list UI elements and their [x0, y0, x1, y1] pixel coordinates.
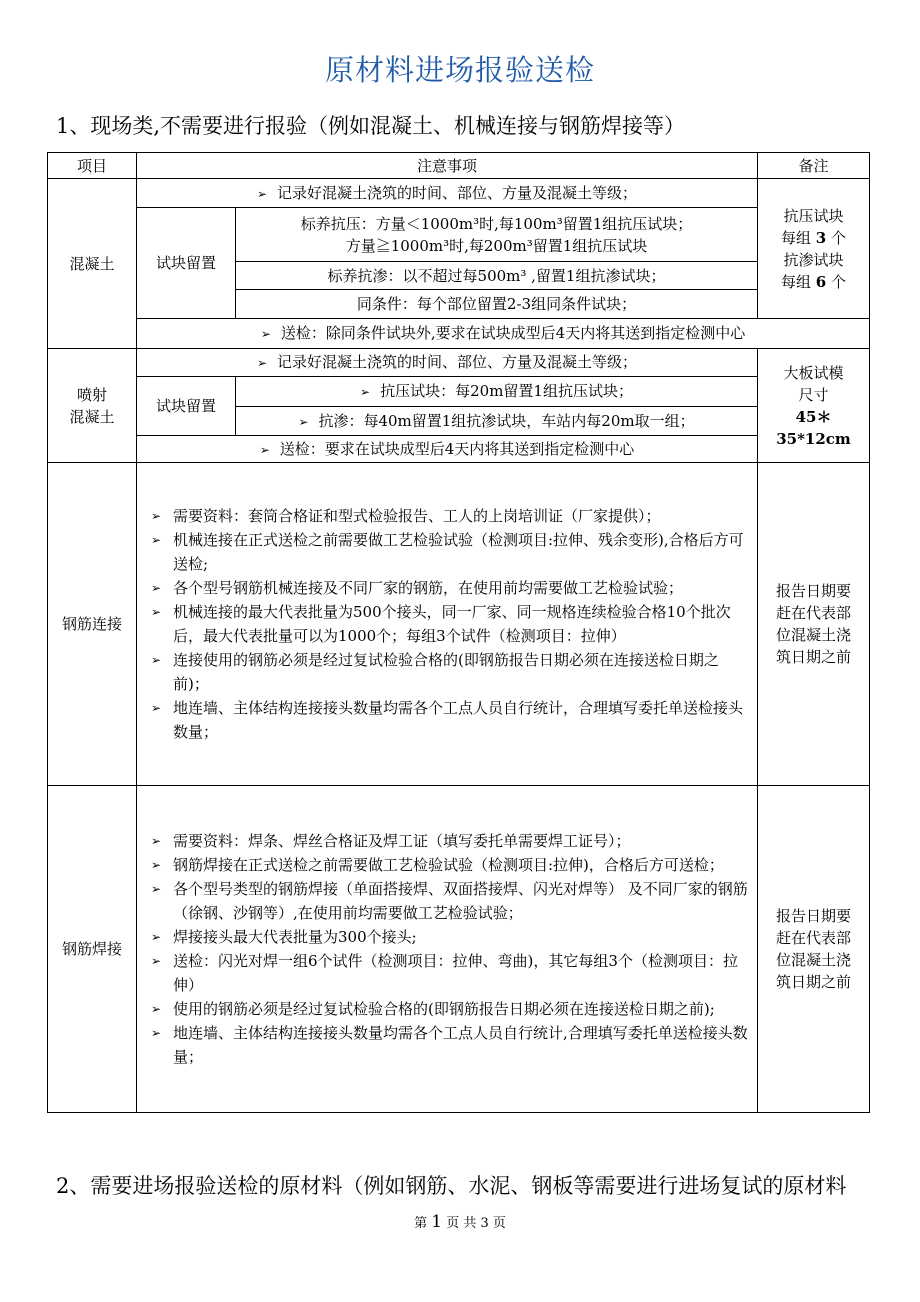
list-item: ➢ 需要资料：焊条、焊丝合格证及焊工证（填写委托单需要焊工证号）； [145, 829, 753, 853]
concrete-record: ➢ 记录好混凝土浇筑的时间、部位、方量及混凝土等级； [137, 179, 758, 208]
concrete-block-label: 试块留置 [137, 208, 236, 319]
weld-remark: 报告日期要 赶在代表部 位混凝土浇 筑日期之前 [758, 786, 870, 1113]
shotcrete-block-label: 试块留置 [137, 377, 236, 436]
table-row [48, 179, 870, 208]
list-item: ➢ 地连墙、主体结构连接接头数量均需各个工点人员自行统计，合理填写委托单送检接头数量； [145, 696, 753, 744]
page-footer: 第 1 页 共 3 页 [414, 1212, 506, 1232]
section-2-heading: 2、需要进场报验送检的原材料（例如钢筋、水泥、钢板等需要进行进场复试的原材料 [56, 1174, 847, 1198]
shotcrete-name: 喷射 混凝土 [48, 349, 137, 463]
arrow-bullet-icon [298, 412, 318, 430]
concrete-block-seepage: 标养抗渗：以不超过每500m³ ,留置1组抗渗试块； [236, 262, 758, 290]
shotcrete-record: ➢ 记录好混凝土浇筑的时间、部位、方量及混凝土等级； [137, 349, 758, 377]
shotcrete-remark: 大板试模 尺寸 45＊35*12cm [758, 349, 870, 463]
list-item: ➢ 各个型号类型的钢筋焊接（单面搭接焊、双面搭接焊、闪光对焊等） 及不同厂家的钢筋（徐钢、沙钢等）,在使用前均需要做工艺检验试验； [145, 877, 753, 925]
list-item: ➢ 需要资料：套筒合格证和型式检验报告、工人的上岗培训证（厂家提供）； [145, 504, 753, 528]
mech-remark: 报告日期要 赶在代表部 位混凝土浇 筑日期之前 [758, 463, 870, 786]
arrow-bullet-icon [261, 324, 281, 342]
concrete-send: ➢ 送检：除同条件试块外,要求在试块成型后4天内将其送到指定检测中心 [137, 319, 870, 349]
section-1-heading: 1、现场类,不需要进行报验（例如混凝土、机械连接与钢筋焊接等） [56, 114, 686, 138]
header-item: 项目 [48, 153, 137, 179]
shotcrete-send: ➢ 送检：要求在试块成型后4天内将其送到指定检测中心 [137, 436, 758, 463]
header-remark: 备注 [758, 153, 870, 179]
weld-notes [137, 786, 758, 1113]
table-row [48, 349, 870, 377]
arrow-bullet-icon [257, 184, 277, 202]
list-item: ➢ 机械连接的最大代表批量为500个接头，同一厂家、同一规格连续检验合格10个批次后，最大代表批量可以为1000个；每组3个试件（检测项目：拉伸） [145, 600, 753, 648]
concrete-remark: 抗压试块 每组 3 个 抗渗试块 每组 6 个 [758, 179, 870, 319]
table-row [48, 786, 870, 1113]
list-item: ➢ 各个型号钢筋机械连接及不同厂家的钢筋，在使用前均需要做工艺检验试验； [145, 576, 753, 600]
header-notes: 注意事项 [137, 153, 758, 179]
document-title: 原材料进场报验送检 [324, 53, 595, 87]
table-row [48, 436, 870, 463]
shotcrete-block-seepage: ➢ 抗渗：每40m留置1组抗渗试块，车站内每20m取一组； [236, 407, 758, 436]
mech-notes-list [141, 504, 753, 744]
list-item: ➢ 送检：闪光对焊一组6个试件（检测项目：拉伸、弯曲)，其它每组3个（检测项目：拉伸） [145, 949, 753, 997]
list-item: ➢ 机械连接在正式送检之前需要做工艺检验试验（检测项目:拉伸、残余变形),合格后方可送检; [145, 528, 753, 576]
mech-notes [137, 463, 758, 786]
list-item: ➢ 钢筋焊接在正式送检之前需要做工艺检验试验（检测项目:拉伸)，合格后方可送检； [145, 853, 753, 877]
table-header-row [48, 153, 870, 179]
list-item: ➢ 地连墙、主体结构连接接头数量均需各个工点人员自行统计,合理填写委托单送检接头数量； [145, 1021, 753, 1069]
concrete-block-same: 同条件：每个部位留置2-3组同条件试块； [236, 290, 758, 319]
weld-name: 钢筋焊接 [48, 786, 137, 1113]
page-number: 1 [431, 1212, 443, 1232]
weld-notes-list [141, 829, 753, 1069]
table-row [48, 319, 870, 349]
arrow-bullet-icon [360, 382, 380, 400]
concrete-name: 混凝土 [48, 179, 137, 349]
list-item: ➢ 连接使用的钢筋必须是经过复试检验合格的(即钢筋报告日期必须在连接送检日期之前)； [145, 648, 753, 696]
arrow-bullet-icon [257, 353, 277, 371]
inspection-table [47, 152, 870, 1113]
page-total: 3 [480, 1216, 489, 1231]
concrete-block-standard: 标养抗压：方量＜1000m³时,每100m³留置1组抗压试块； 方量≧1000m³时,每200m³留置1组抗压试块 [236, 208, 758, 262]
table-row [48, 208, 870, 262]
shotcrete-block-pressure: ➢ 抗压试块：每20m留置1组抗压试块； [236, 377, 758, 407]
list-item: ➢ 焊接接头最大代表批量为300个接头; [145, 925, 753, 949]
arrow-bullet-icon [260, 440, 280, 458]
list-item: ➢ 使用的钢筋必须是经过复试检验合格的(即钢筋报告日期必须在连接送检日期之前); [145, 997, 753, 1021]
table-row [48, 377, 870, 407]
mech-name: 钢筋连接 [48, 463, 137, 786]
table-row [48, 463, 870, 786]
